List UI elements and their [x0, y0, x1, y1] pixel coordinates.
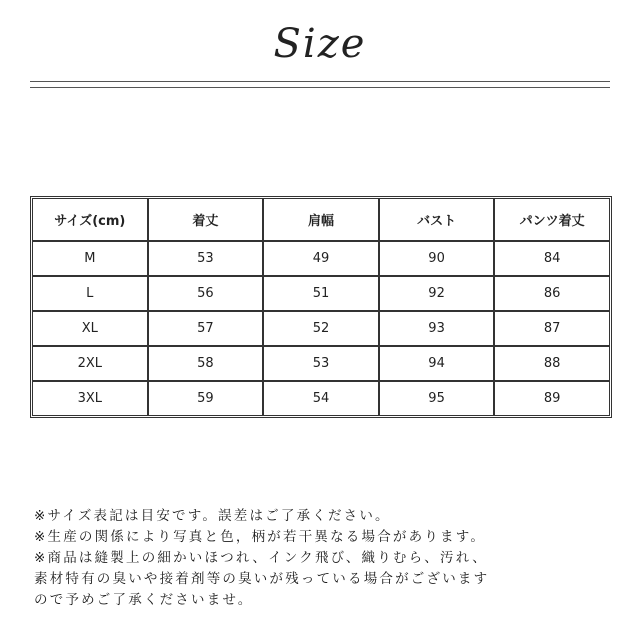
cell-bust: 92: [379, 276, 495, 311]
header-length: 着丈: [148, 198, 264, 241]
header-size: サイズ(cm): [32, 198, 148, 241]
cell-length: 58: [148, 346, 264, 381]
cell-shoulder: 49: [263, 241, 379, 276]
cell-bust: 94: [379, 346, 495, 381]
cell-length: 59: [148, 381, 264, 416]
cell-length: 57: [148, 311, 264, 346]
note-line: ※サイズ表記は目安です。誤差はご了承ください。: [34, 508, 391, 524]
cell-bust: 95: [379, 381, 495, 416]
cell-shoulder: 52: [263, 311, 379, 346]
cell-size: L: [32, 276, 148, 311]
title-divider-bottom: [30, 87, 610, 88]
cell-length: 53: [148, 241, 264, 276]
cell-pants-length: 89: [494, 381, 610, 416]
cell-pants-length: 88: [494, 346, 610, 381]
page-title: Size: [273, 21, 367, 67]
note-line: ※商品は縫製上の細かいほつれ、インク飛び、織りむら、汚れ、: [34, 550, 488, 566]
header-shoulder: 肩幅: [263, 198, 379, 241]
table-row: [32, 311, 610, 346]
table-row: [32, 346, 610, 381]
cell-length: 56: [148, 276, 264, 311]
table-row: [32, 276, 610, 311]
cell-size: 3XL: [32, 381, 148, 416]
notes: [34, 506, 624, 611]
note-line: ので予めご了承くださいませ。: [34, 592, 254, 608]
cell-bust: 93: [379, 311, 495, 346]
note-line: 素材特有の臭いや接着剤等の臭いが残っている場合がございます: [34, 571, 490, 587]
table-row: [32, 381, 610, 416]
table-row: [32, 241, 610, 276]
cell-pants-length: 86: [494, 276, 610, 311]
title-divider-top: [30, 81, 610, 82]
cell-shoulder: 54: [263, 381, 379, 416]
table-header-row: [32, 198, 610, 241]
note-line: ※生産の関係により写真と色，柄が若干異なる場合があります。: [34, 529, 487, 545]
cell-size: M: [32, 241, 148, 276]
cell-size: XL: [32, 311, 148, 346]
cell-pants-length: 87: [494, 311, 610, 346]
cell-bust: 90: [379, 241, 495, 276]
cell-shoulder: 53: [263, 346, 379, 381]
cell-size: 2XL: [32, 346, 148, 381]
header-bust: バスト: [379, 198, 495, 241]
size-table: [30, 196, 612, 418]
cell-pants-length: 84: [494, 241, 610, 276]
header-pants-length: パンツ着丈: [494, 198, 610, 241]
cell-shoulder: 51: [263, 276, 379, 311]
